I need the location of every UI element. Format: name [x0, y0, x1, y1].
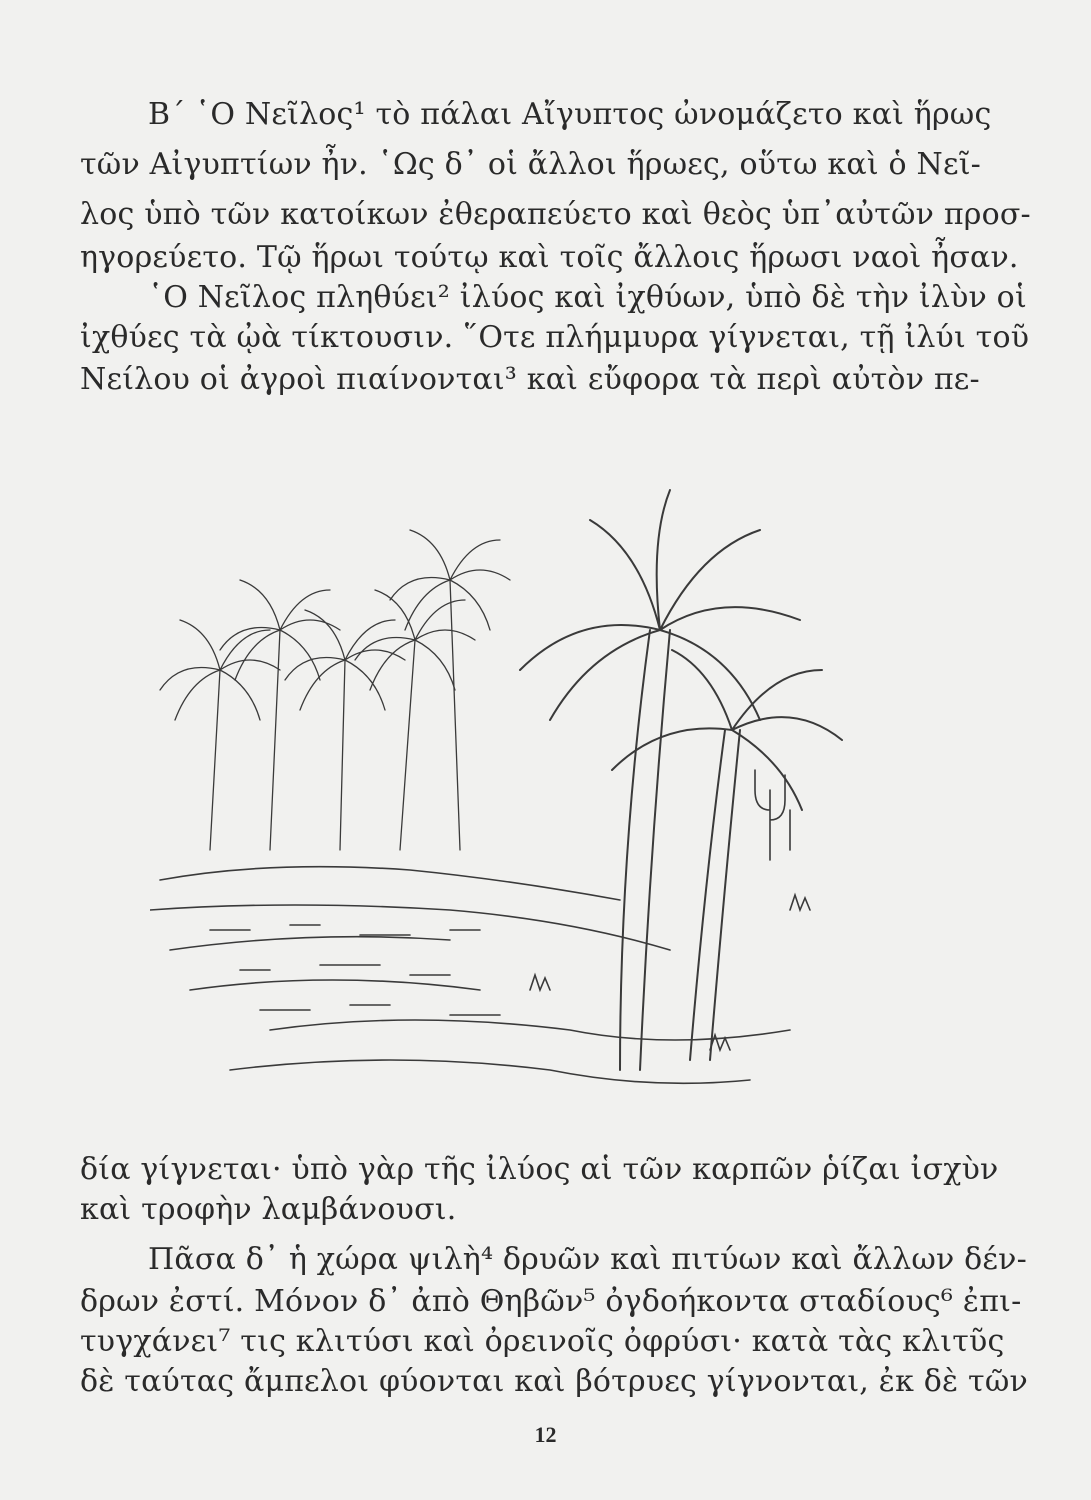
- palm-trees-riverbank-illustration: [150, 430, 850, 1120]
- text-line-4: ηγορεύετο. Τῷ ἥρωι τούτῳ καὶ τοῖς ἄλλοις ἥρωσι ναοὶ ἦσαν.: [80, 240, 1019, 275]
- text-line-6: ἰχθύες τὰ ᾠὰ τίκτουσιν. ῞Οτε πλήμμυρα γίγνεται, τῇ ἰλύι τοῦ: [80, 320, 1030, 355]
- text-line-5: ῾Ο Νεῖλος πληθύει² ἰλύος καὶ ἰχθύων, ὑπὸ δὲ τὴν ἰλὺν οἱ: [148, 280, 1027, 315]
- text-line-13: δὲ ταύτας ἄμπελοι φύονται καὶ βότρυες γίγνονται, ἐκ δὲ τῶν: [80, 1364, 1028, 1399]
- text-line-1: Β΄ ῾Ο Νεῖλος¹ τὸ πάλαι Αἴγυπτος ὠνομάζετο καὶ ἥρως: [148, 97, 992, 132]
- text-line-10: Πᾶσα δ᾽ ἡ χώρα ψιλὴ⁴ δρυῶν καὶ πιτύων καὶ ἄλλων δέν-: [148, 1242, 1027, 1277]
- text-line-7: Νείλου οἱ ἀγροὶ πιαίνονται³ καὶ εὔφορα τὰ περὶ αὐτὸν πε-: [80, 362, 980, 397]
- text-line-3: λος ὑπὸ τῶν κατοίκων ἐθεραπεύετο καὶ θεὸς ὑπ᾽αὐτῶν προσ-: [80, 197, 1031, 232]
- text-line-12: τυγχάνει⁷ τις κλιτύσι καὶ ὀρεινοῖς ὀφρύσι· κατὰ τὰς κλιτῦς: [80, 1324, 1005, 1359]
- text-line-9: καὶ τροφὴν λαμβάνουσι.: [80, 1192, 457, 1227]
- text-line-2: τῶν Αἰγυπτίων ἦν. ῾Ως δ᾽ οἱ ἄλλοι ἥρωες, οὕτω καὶ ὁ Νεῖ-: [80, 147, 982, 182]
- page-number: 12: [534, 1422, 557, 1447]
- text-line-11: δρων ἐστί. Μόνον δ᾽ ἀπὸ Θηβῶν⁵ ὀγδοήκοντα σταδίους⁶ ἐπι-: [80, 1284, 1022, 1319]
- text-line-8: δία γίγνεται· ὑπὸ γὰρ τῆς ἰλύος αἱ τῶν καρπῶν ῥίζαι ἰσχὺν: [80, 1152, 999, 1187]
